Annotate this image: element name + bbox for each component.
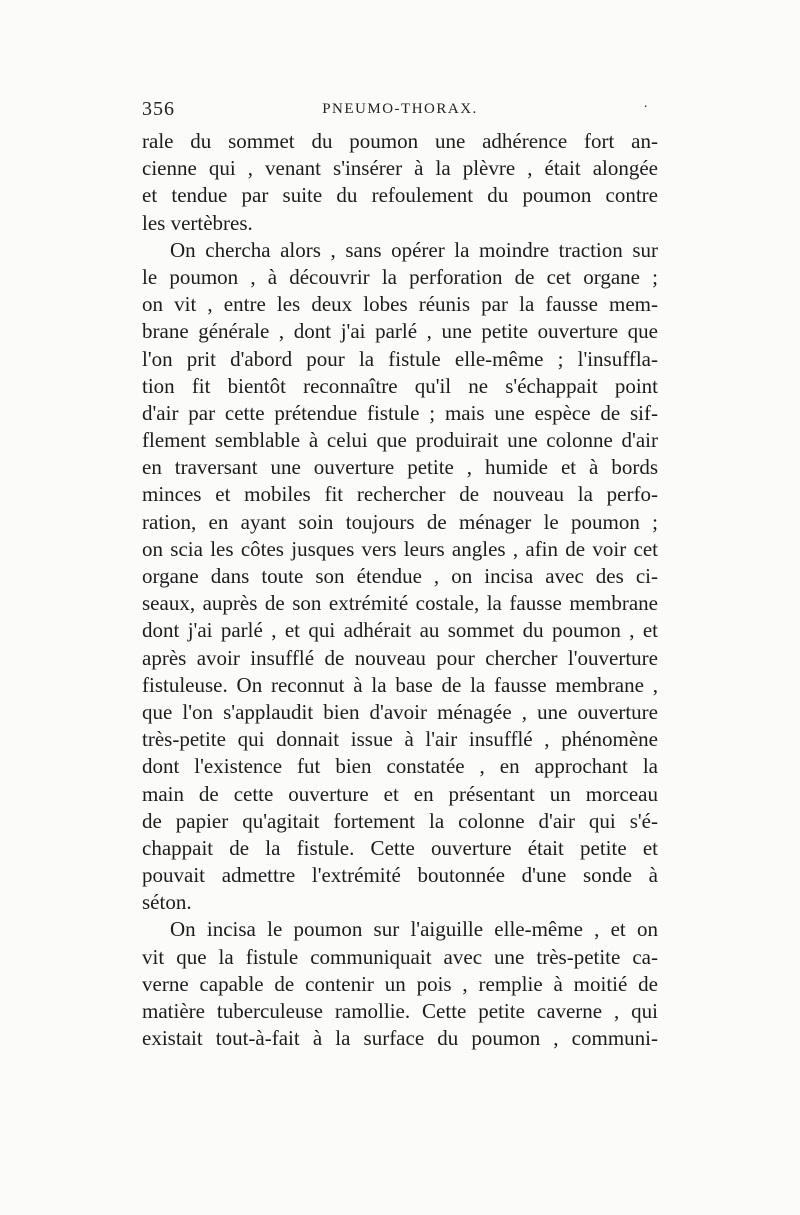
text-line: main de cette ouverture et en présentant un morceau — [142, 781, 658, 806]
page-header — [142, 98, 658, 122]
text-line: très-petite qui donnait issue à l'air insufflé , phénomène — [142, 727, 658, 752]
text-line: rale du sommet du poumon une adhérence fort an- — [142, 129, 658, 153]
header-mark: · — [643, 100, 648, 115]
text-line: On incisa le poumon sur l'aiguille elle-même , et on — [170, 917, 658, 942]
text-line: matière tuberculeuse ramollie. Cette petite caverne , qui — [142, 999, 658, 1023]
text-line: on scia les côtes jusques vers leurs angles , afin de voir cet — [142, 536, 658, 561]
text-line: les vertèbres. — [142, 210, 253, 235]
text-line: seaux, auprès de son extrémité costale, la fausse membrane — [142, 591, 658, 616]
text-line: et tendue par suite du refoulement du poumon contre — [142, 183, 658, 208]
text-line: existait tout-à-fait à la surface du poumon , communi- — [142, 1026, 658, 1051]
text-line: séton. — [142, 890, 192, 915]
text-line: ration, en ayant soin toujours de ménager le poumon ; — [142, 509, 658, 534]
page-number: 356 — [142, 98, 175, 120]
text-line: tion fit bientôt reconnaître qu'il ne s'échappait point — [142, 373, 658, 398]
text-line: chappait de la fistule. Cette ouverture était petite et — [142, 835, 658, 860]
text-line: en traversant une ouverture petite , humide et à bords — [142, 455, 658, 480]
text-line: brane générale , dont j'ai parlé , une petite ouverture que — [142, 319, 658, 344]
text-line: après avoir insufflé de nouveau pour chercher l'ouverture — [142, 645, 658, 670]
text-line: fistuleuse. On reconnut à la base de la fausse membrane , — [142, 672, 658, 697]
text-line: dont l'existence fut bien constatée , en approchant la — [142, 754, 658, 779]
text-line: verne capable de contenir un pois , remplie à moitié de — [142, 971, 658, 996]
text-line: de papier qu'agitait fortement la colonne d'air qui s'é- — [142, 808, 658, 833]
text-line: minces et mobiles fit rechercher de nouveau la perfo- — [142, 482, 658, 507]
body-text — [142, 128, 658, 1052]
text-line: d'air par cette prétendue fistule ; mais une espèce de sif- — [142, 400, 658, 425]
text-line: organe dans toute son étendue , on incisa avec des ci- — [142, 564, 658, 588]
text-line: le poumon , à découvrir la perforation de cet organe ; — [142, 264, 658, 289]
text-line: vit que la fistule communiquait avec une très-petite ca- — [142, 944, 658, 969]
text-line: que l'on s'applaudit bien d'avoir ménagée , une ouverture — [142, 699, 658, 724]
text-line: flement semblable à celui que produirait une colonne d'air — [142, 428, 658, 453]
text-line: cienne qui , venant s'insérer à la plèvre , était alongée — [142, 156, 658, 181]
text-line: l'on prit d'abord pour la fistule elle-même ; l'insuffla- — [142, 346, 658, 371]
running-head: PNEUMO-THORAX. — [322, 101, 478, 117]
text-line: on vit , entre les deux lobes réunis par la fausse mem- — [142, 292, 658, 317]
text-line: On chercha alors , sans opérer la moindre traction sur — [170, 237, 658, 262]
text-line: pouvait admettre l'extrémité boutonnée d'une sonde à — [142, 863, 658, 888]
text-line: dont j'ai parlé , et qui adhérait au sommet du poumon , et — [142, 618, 658, 643]
